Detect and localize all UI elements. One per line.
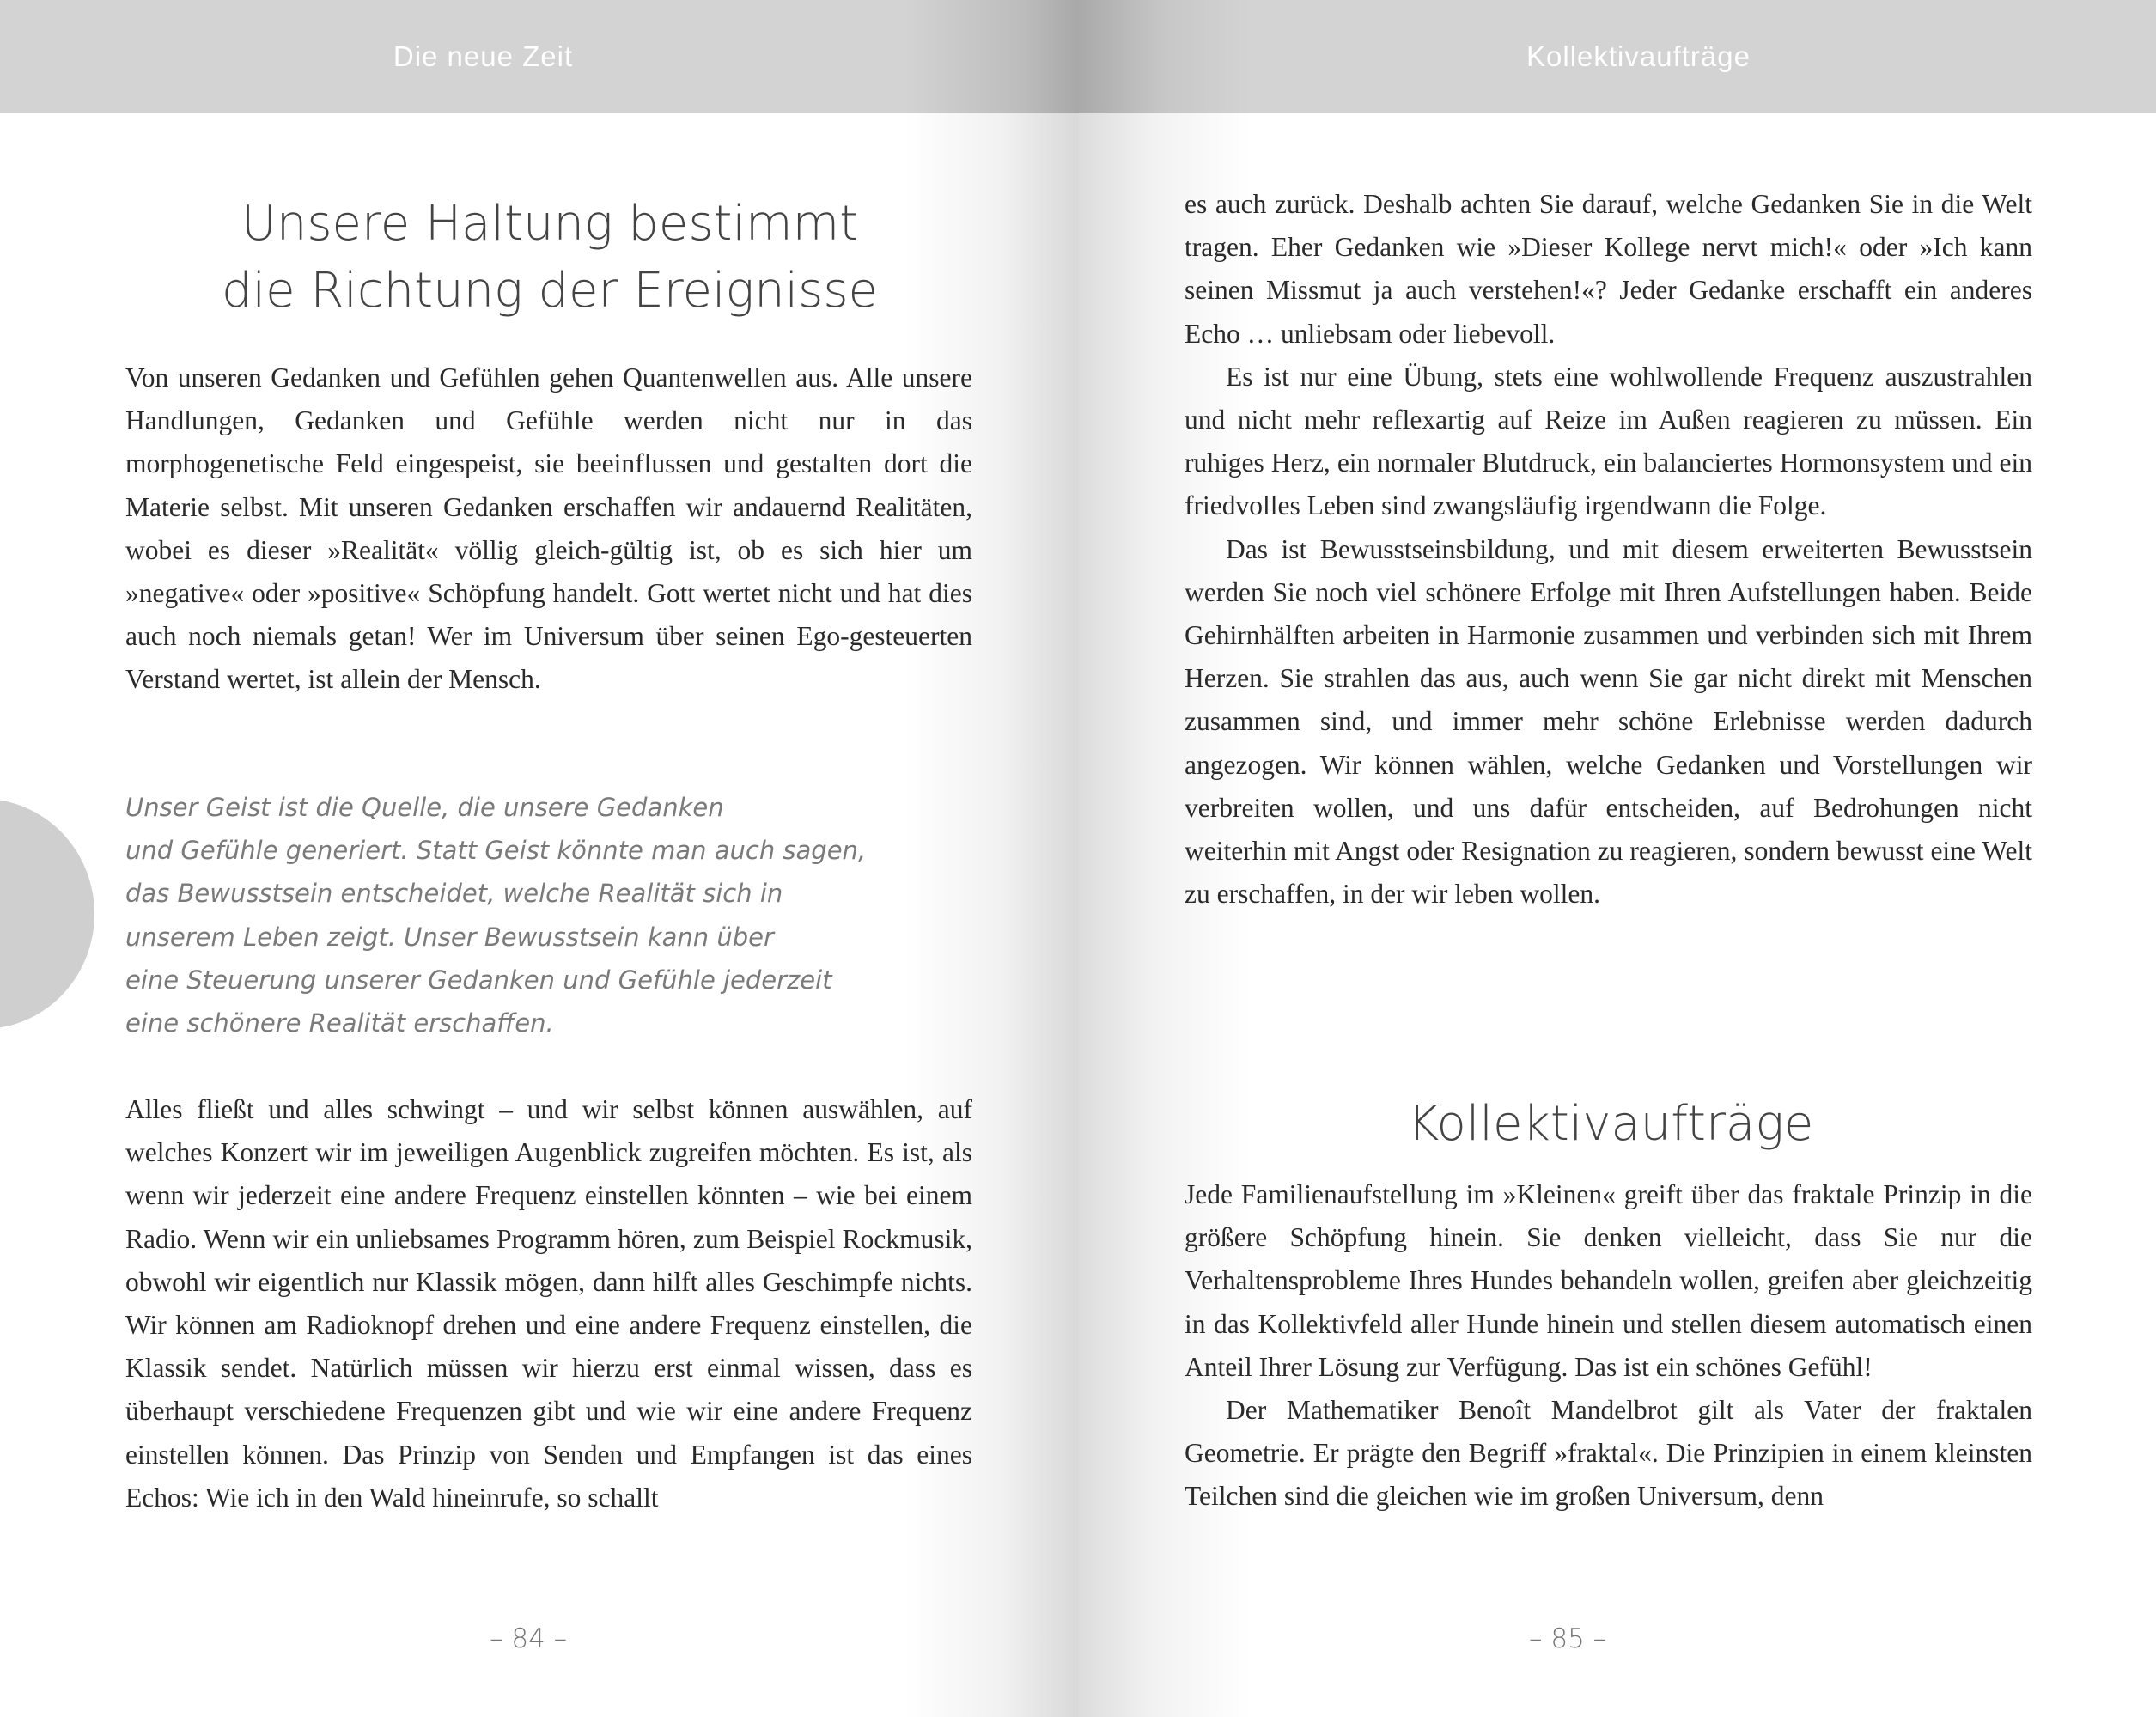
pull-quote-line: und Gefühle generiert. Statt Geist könnte man auch sagen, [125,836,867,866]
page-number: – 85 – [1529,1623,1607,1654]
paragraph: es auch zurück. Deshalb achten Sie darauf, welche Gedanken Sie in die Welt tragen. Eher Gedanken wie »Dieser Kollege nervt mich!« oder »Ich kann seinen Missmut ja auch verstehen!«? Jeder Gedanke erschafft ein anderes Echo … unliebsam oder liebevoll. [1185,189,2032,349]
body-text-block [125,1088,972,1519]
paragraph: Das ist Bewusstseinsbildung, und mit diesem erweiterten Bewusstsein werden Sie noch viel schönere Erfolge mit Ihren Aufstellungen haben. Beide Gehirnhälften arbeiten in Harmonie zusammen und verbinden sich mit Ihrem Herzen. Sie strahlen das aus, auch wenn Sie gar nicht direkt mit Menschen zusammen sind, und immer mehr schöne Erlebnisse werden dadurch angezogen. Wir können wählen, welche Gedanken und Vorstellungen wir verbreiten wollen, und uns dafür entscheiden, auf Bedrohungen nicht weiterhin mit Angst oder Resignation zu reagieren, sondern bewusst eine Welt zu erschaffen, in der wir leben wollen. [1185,533,2032,910]
pull-quote-line: eine Steuerung unserer Gedanken und Gefühle jederzeit [125,965,832,995]
pull-quote [125,786,898,1044]
running-header-bar [1078,0,2156,113]
paragraph: Alles fließt und alles schwingt – und wir selbst können auswählen, auf welches Konzert wir im jeweiligen Augenblick zugreifen möchten. Es ist, als wenn wir jederzeit eine andere Frequenz einstellen könnten – wie bei einem Radio. Wenn wir ein unliebsames Programm hören, zum Beispiel Rockmusik, obwohl wir eigentlich nur Klassik mögen, dann hilft alles Geschimpfe nichts. Wir können am Radioknopf drehen und eine andere Frequenz einstellen, die Klassik sendet. Natürlich müssen wir hierzu erst einmal wissen, dass es überhaupt verschiedene Frequenzen gibt und wie wir eine andere Frequenz einstellen können. Das Prinzip von Senden und Empfangen ist das eines Echos: Wie ich in den Wald hineinrufe, so schallt [125,1094,972,1513]
paragraph: Von unseren Gedanken und Gefühlen gehen Quantenwellen aus. Alle unsere Handlungen, Gedanken und Gefühle werden nicht nur in das morphogenetische Feld eingespeist, sie beeinflussen und gestalten dort die Materie selbst. Mit unseren Gedanken erschaffen wir andauernd Realitäten, wobei es dieser »Realität« völlig gleich-gültig ist, ob es sich hier um »negative« oder »positive« Schöpfung handelt. Gott wertet nicht und hat dies auch noch niemals getan! Wer im Universum über seinen Ego-gesteuerten Verstand wertet, ist allein der Mensch. [125,362,972,695]
pull-quote-line: das Bewusstsein entscheidet, welche Realität sich in [125,879,783,909]
running-header-bar [0,0,1078,113]
section-heading: Kollektivaufträge [1407,1096,1814,1152]
section-heading-line-1: Unsere Haltung bestimmt [241,196,859,252]
section-heading-line-2: die Richtung der Ereignisse [222,263,878,319]
running-header-title: Kollektivaufträge [1526,40,1751,72]
section-heading [125,191,975,325]
paragraph: Jede Familienaufstellung im »Kleinen« greift über das fraktale Prinzip in die größere Schöpfung hinein. Sie denken vielleicht, dass Sie nur die Verhaltensprobleme Ihres Hundes behandeln wollen, greifen aber gleichzeitig in das Kollektivfeld aller Hunde hinein und stellen diesem automatisch einen Anteil Ihrer Lösung zur Verfügung. Das ist ein schönes Gefühl! [1185,1179,2032,1382]
paragraph: Es ist nur eine Übung, stets eine wohlwollende Frequenz auszustrahlen und nicht mehr reflexartig auf Reize im Außen reagieren zu müssen. Ein ruhiges Herz, ein normaler Blutdruck, ein balanciertes Hormonsystem und ein friedvolles Leben sind zwangsläufig irgendwann die Folge. [1185,361,2032,521]
running-header-title: Die neue Zeit [393,40,574,72]
body-text-block [125,356,972,702]
body-text-block [1185,1173,2032,1519]
paragraph: Der Mathematiker Benoît Mandelbrot gilt als Vater der fraktalen Geometrie. Er prägte den Begriff »fraktal«. Die Prinzipien in einem kleinsten Teilchen sind die gleichen wie im großen Universum, denn [1185,1395,2032,1512]
page-number: – 84 – [490,1623,568,1654]
body-text-block [1185,183,2032,916]
pull-quote-line: Unser Geist ist die Quelle, die unsere Gedanken [125,793,724,822]
pull-quote-line: unserem Leben zeigt. Unser Bewusstsein kann über [125,922,774,952]
chapter-thumb-tab [0,799,94,1029]
pull-quote-line: eine schönere Realität erschaffen. [125,1008,554,1038]
right-page [1078,0,2156,1717]
